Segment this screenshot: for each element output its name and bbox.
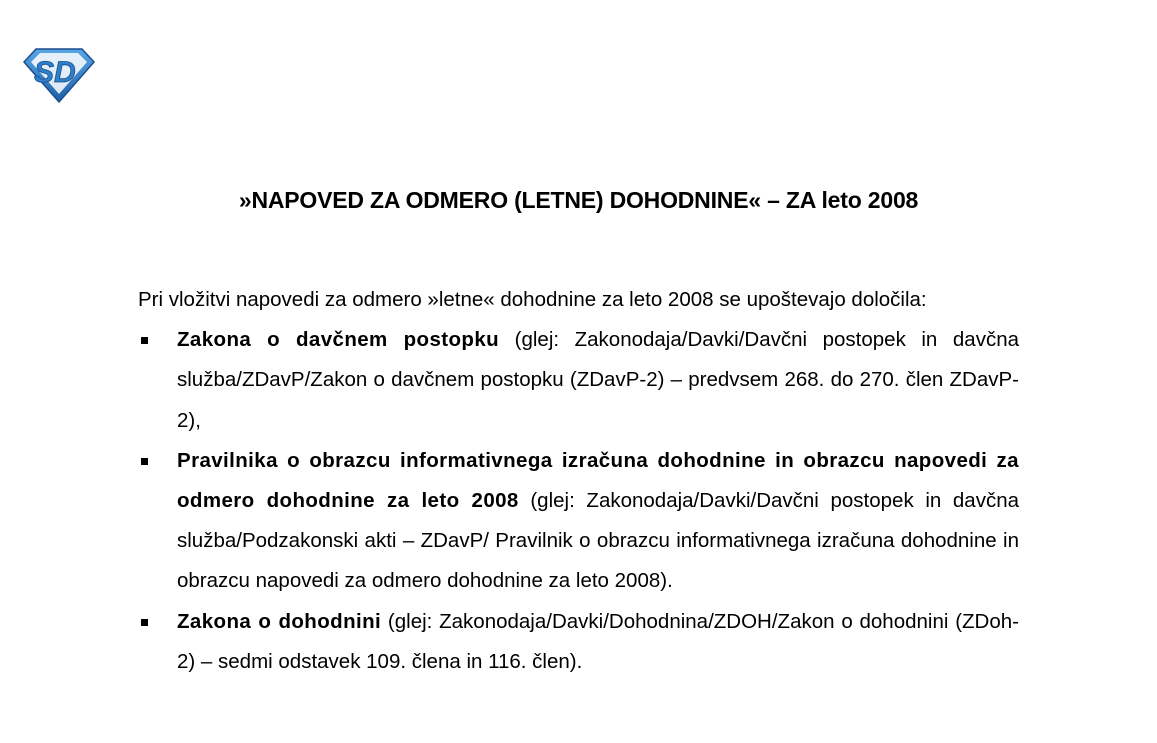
- list-item-bold: Zakona o dohodnini: [177, 609, 382, 633]
- regulation-list: [138, 320, 1019, 682]
- logo-text: SD: [34, 56, 76, 89]
- document-title: »NAPOVED ZA ODMERO (LETNE) DOHODNINE« – ZA leto 2008: [238, 187, 919, 213]
- list-item-bold: Pravilnika o obrazcu informativnega izračuna dohodnine in obrazcu napovedi za odmero dohodnine za leto 2008: [177, 448, 1019, 513]
- list-item-text: (glej: Zakonodaja/Davki/Davčni postopek in davčna služba/Podzakonski akti – ZDavP/ Pravilnik o obrazcu informativnega izračuna dohodnine in obrazcu napovedi za odmero dohodnine za leto 2008).: [177, 489, 1019, 593]
- list-item: [138, 441, 1019, 602]
- bullet-square-icon: [141, 337, 148, 344]
- list-item: [138, 320, 1019, 441]
- intro-paragraph: Pri vložitvi napovedi za odmero »letne« dohodnine za leto 2008 se upoštevajo določila:: [138, 288, 927, 311]
- bullet-square-icon: [141, 619, 148, 626]
- document-body: [138, 280, 1019, 682]
- list-item-text: (glej: Zakonodaja/Davki/Dohodnina/ZDOH/Zakon o dohodnini (ZDoh-2) – sedmi odstavek 109. člena in 116. člen).: [177, 609, 1019, 673]
- bullet-square-icon: [141, 458, 148, 465]
- shield-logo-icon: [22, 46, 96, 104]
- list-item-text: (glej: Zakonodaja/Davki/Davčni postopek in davčna služba/ZDavP/Zakon o davčnem postopku (ZDavP-2) – predvsem 268. do 270. člen ZDavP-2),: [177, 328, 1019, 432]
- list-item: [138, 602, 1019, 682]
- company-logo: [22, 46, 96, 104]
- list-item-bold: Zakona o davčnem postopku: [177, 328, 500, 352]
